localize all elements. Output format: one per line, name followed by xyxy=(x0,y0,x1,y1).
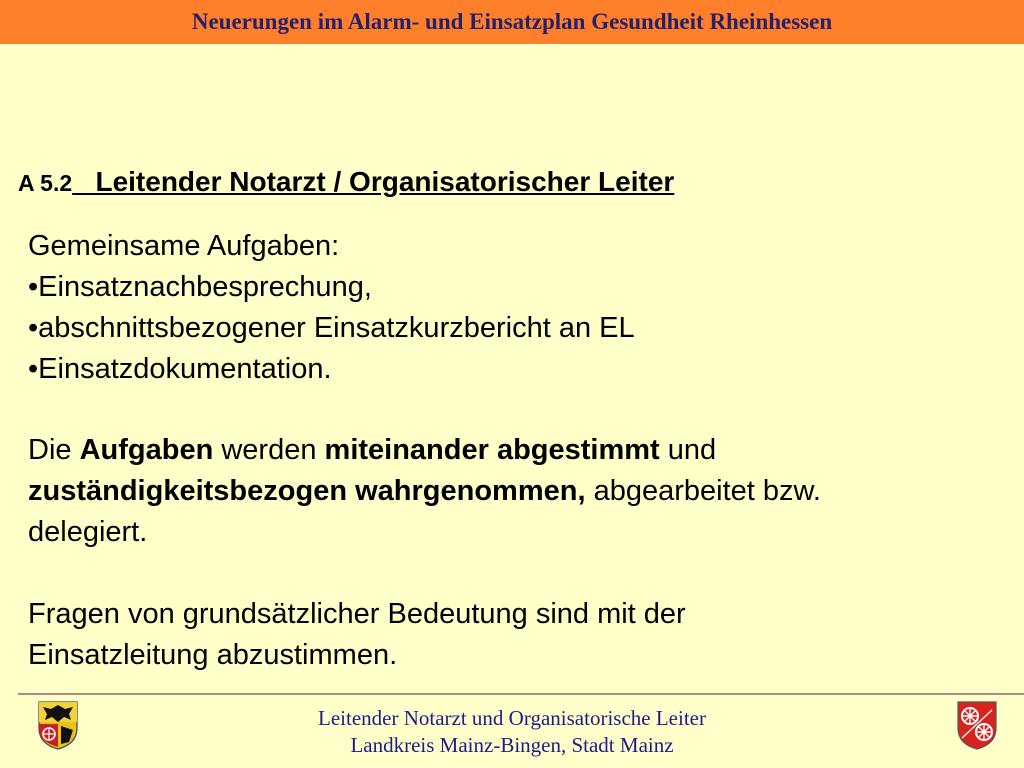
mainz-bingen-crest-icon xyxy=(37,700,79,750)
section-title xyxy=(72,166,674,197)
title-bar xyxy=(0,0,1024,44)
common-tasks-block xyxy=(28,226,1008,390)
coordination-line-1 xyxy=(28,430,1008,471)
text-run: abgearbeitet bzw. xyxy=(585,475,821,507)
task-item: •Einsatzdokumentation. xyxy=(28,353,332,385)
text-run: werden xyxy=(213,434,325,466)
mainz-wheel-crest-icon xyxy=(956,700,998,750)
footer-divider xyxy=(18,693,1024,695)
bold-run: Aufgaben xyxy=(79,434,214,466)
slide-header-title: Neuerungen im Alarm- und Einsatzplan Gesundheit Rheinhessen xyxy=(191,9,833,34)
footer-line-1: Leitender Notarzt und Organisatorische Leiter xyxy=(318,706,706,730)
section-heading xyxy=(18,166,674,198)
task-item: •Einsatznachbesprechung, xyxy=(28,271,372,303)
bold-run: zuständigkeitsbezogen wahrgenommen, xyxy=(28,475,586,507)
questions-line-2: Einsatzleitung abzustimmen. xyxy=(28,639,398,671)
common-tasks-heading: Gemeinsame Aufgaben: xyxy=(28,230,340,262)
text-run: Die xyxy=(28,434,80,466)
questions-line-1: Fragen von grundsätzlicher Bedeutung sind mit der xyxy=(28,598,686,630)
section-number: A 5.2 xyxy=(18,170,73,196)
footer-text xyxy=(180,705,844,759)
coordination-line-3: delegiert. xyxy=(28,516,148,548)
section-title-text: Leitender Notarzt / Organisatorischer Leiter xyxy=(95,166,675,197)
questions-paragraph xyxy=(28,594,1008,676)
footer-line-2: Landkreis Mainz-Bingen, Stadt Mainz xyxy=(350,733,674,757)
task-item: •abschnittsbezogener Einsatzkurzbericht an EL xyxy=(28,312,635,344)
coordination-line-2 xyxy=(28,471,1008,512)
text-run: und xyxy=(659,434,717,466)
bold-run: miteinander abgestimmt xyxy=(324,434,660,466)
coordination-paragraph xyxy=(28,430,1008,553)
